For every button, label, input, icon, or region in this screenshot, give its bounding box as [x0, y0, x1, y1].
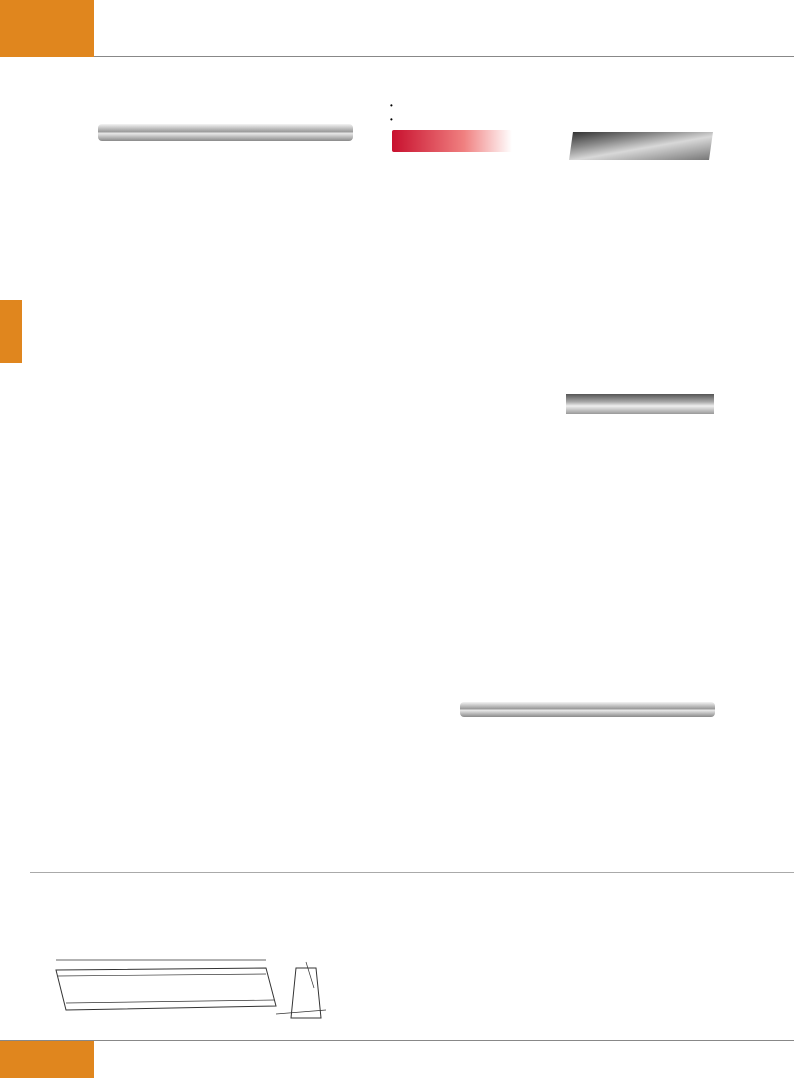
round-toolbit-image [98, 124, 353, 141]
page-number [0, 0, 94, 57]
side-tab [0, 300, 22, 363]
cobalt-bullet-1: • [390, 101, 393, 110]
toolbits-title [39, 78, 49, 98]
footer [0, 1040, 794, 1077]
footer-orange-block [0, 1041, 94, 1078]
cobalt-title [390, 80, 400, 100]
round-m35-image [460, 702, 715, 717]
rectangular-toolbit-image [569, 132, 713, 160]
cutoff-blade-diagram [36, 948, 336, 1028]
cutoff-divider [30, 872, 794, 873]
header-divider [94, 56, 794, 57]
cobalt-bullet-2: • [390, 115, 393, 124]
cobalt-badge [392, 130, 512, 152]
square-toolbit-image [566, 394, 714, 414]
